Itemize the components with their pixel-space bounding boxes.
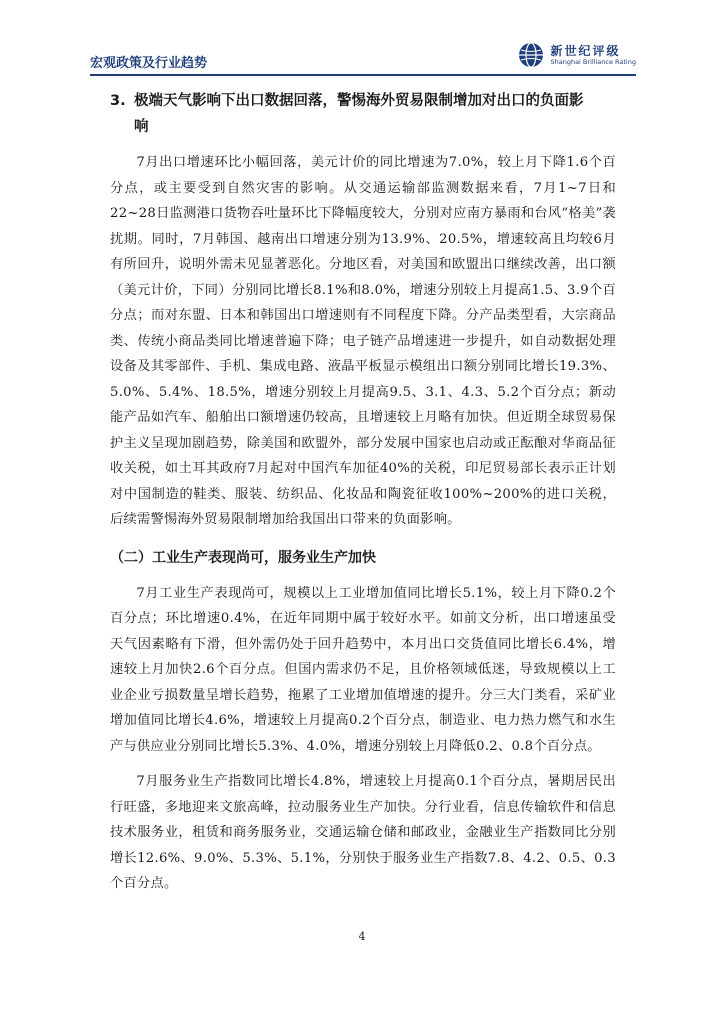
- services-paragraph: 7月服务业生产指数同比增长4.8%，增速较上月提高0.1个百分点，暑期居民出行旺盛，多地迎来文旅高峰，拉动服务业生产加快。分行业看，信息传输软件和信息技术服务业，租赁和商务服务业，交通运输仓储和邮政业，金融业生产指数同比分别增长12.6%、9.0%、5.3%、5.1%，分别快于服务业生产指数7.8、4.2、0.5、0.3个百分点。: [110, 774, 616, 891]
- logo-chinese-name: 新世纪评级: [550, 43, 621, 58]
- section-3-title-line2: 响: [134, 119, 149, 135]
- globe-logo-icon: [518, 42, 544, 68]
- industrial-paragraph: 7月工业生产表现尚可，规模以上工业增加值同比增长5.1%，较上月下降0.2个百分点；环比增速0.4%，在近年同期中属于较好水平。如前文分析，出口增速虽受天气因素略有下滑，但外需仍处于回升趋势中，本月出口交货值同比增长6.4%，增速较上月加快2.6个百分点。但国内需求仍不足，且价格领域低迷，导致规模以上工业企业亏损数量呈增长趋势，拖累了工业增加值增速的提升。分三大门类看，采矿业增加值同比增长4.6%，增速较上月提高0.2个百分点，制造业、电力热力燃气和水生产与供应业分别同比增长5.3%、4.0%，增速分别较上月降低0.2、0.8个百分点。: [110, 585, 616, 754]
- section-3-number: 3.: [110, 93, 126, 109]
- document-body: [110, 88, 616, 897]
- section-3-title-line1: 极端天气影响下出口数据回落，警惕海外贸易限制增加对出口的负面影: [134, 93, 584, 109]
- page-number: 4: [358, 930, 366, 943]
- section-3-heading: [110, 88, 616, 140]
- section-2-heading: （二）工业生产表现尚可，服务业生产加快: [110, 549, 376, 566]
- company-logo: [518, 40, 636, 70]
- header-title: 宏观政策及行业趋势: [90, 56, 208, 71]
- logo-english-name: Shanghai Brilliance Rating: [550, 57, 636, 66]
- export-paragraph: 7月出口增速环比小幅回落，美元计价的同比增速为7.0%，较上月下降1.6个百分点，或主要受到自然灾害的影响。从交通运输部监测数据来看，7月1~7日和22~28日监测港口货物吞吐量环比下降幅度较大，分别对应南方暴雨和台风“格美”袭扰期。同时，7月韩国、越南出口增速分别为13.9%、20.5%，增速较高且均较6月有所回升，说明外需未见显著恶化。分地区看，对美国和欧盟出口继续改善，出口额（美元计价，下同）分别同比增长8.1%和8.0%，增速分别较上月提高1.5、3.9个百分点；而对东盟、日本和韩国出口增速则有不同程度下降。分产品类型看，大宗商品类、传统小商品类同比增速普遍下降；电子链产品增速进一步提升，如自动数据处理设备及其零部件、手机、集成电路、液晶平板显示模组出口额分别同比增长19.3%、5.0%、5.4%、18.5%，增速分别较上月提高9.5、3.1、4.3、5.2个百分点；新动能产品如汽车、船舶出口额增速仍较高，且增速较上月略有加快。但近期全球贸易保护主义呈现加剧趋势，除美国和欧盟外，部分发展中国家也启动或正酝酿对华商品征收关税，如土耳其政府7月起对中国汽车加征40%的关税，印尼贸易部长表示正计划对中国制造的鞋类、服装、纺织品、化妆品和陶瓷征收100%~200%的进口关税，后续需警惕海外贸易限制增加给我国出口带来的负面影响。: [110, 155, 616, 527]
- header-divider: [90, 74, 636, 76]
- page-header: [90, 36, 636, 74]
- paragraph-gap: [110, 759, 616, 769]
